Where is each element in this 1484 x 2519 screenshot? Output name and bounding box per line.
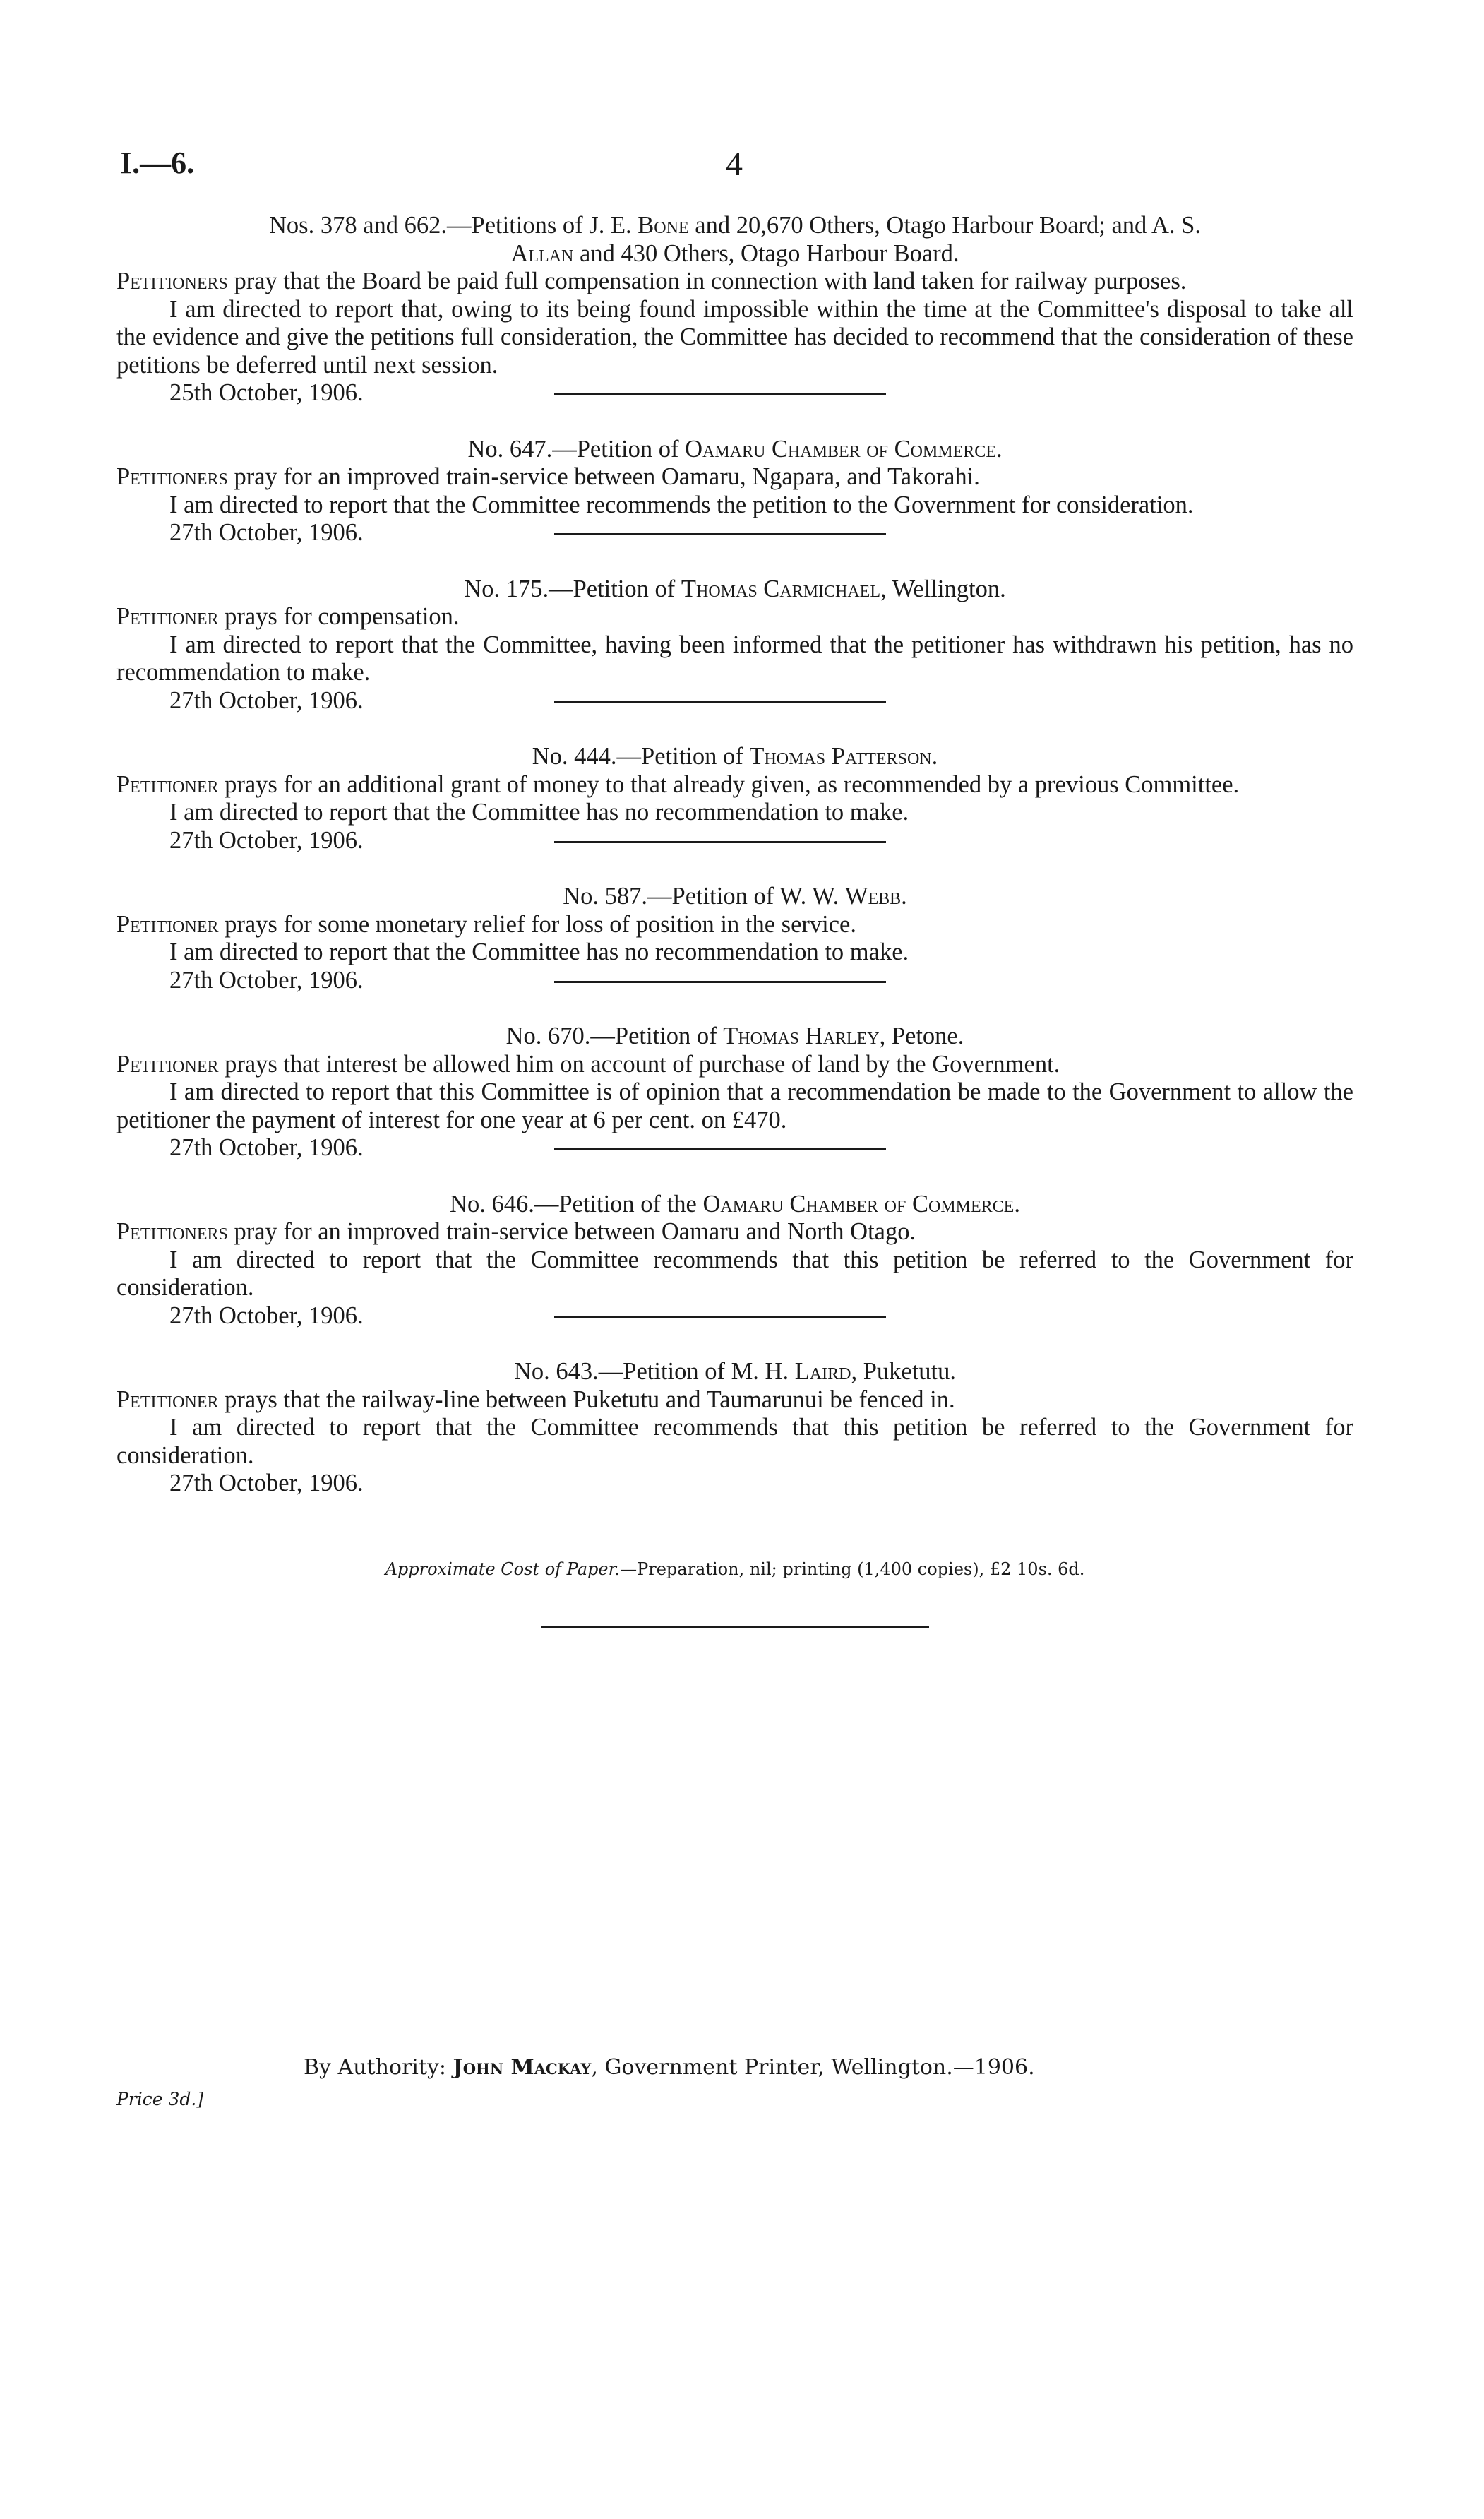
separator-rule [554,393,886,395]
petition-entry [116,576,1353,715]
separator-rule [554,1148,886,1150]
separator-rule [554,1316,886,1318]
petition-entry [116,743,1353,854]
petition-title: No. 670.—Petition of Thomas Harley, Petone. [505,1023,964,1049]
separator-rule [554,981,886,983]
petition-date: 27th October, 1906. [116,827,1353,855]
petition-prayer: Petitioners pray for an improved train-service between Oamaru and North Otago. [116,1218,916,1245]
paper-code: I.—6. [120,145,195,180]
separator-rule [554,533,886,535]
petition-report: I am directed to report that, owing to its being found impossible within the time at the Committee's disposal to take all the evidence and give the petitions full consideration, the Committee has decided to recommend that the consideration of these petitions be deferred until next session. [116,295,1353,379]
imprint-footer [116,2055,1353,2109]
petition-title: No. 587.—Petition of W. W. Webb. [563,883,907,910]
petition-entry [116,883,1353,994]
footer-rule [541,1626,929,1628]
separator-rule [554,841,886,843]
petition-date: 25th October, 1906. [116,379,1353,407]
petition-date: 27th October, 1906. [116,967,1353,995]
petition-title: No. 647.—Petition of Oamaru Chamber of Commerce. [467,435,1003,463]
petition-report: I am directed to report that the Committee has no recommendation to make. [169,939,909,965]
petition-report: I am directed to report that the Committee recommends that this petition be referred to the Government for consideration. [116,1246,1353,1301]
petition-report: I am directed to report that the Committee, having been informed that the petitioner has withdrawn his petition, has no recommendation to make. [116,631,1353,686]
petition-prayer: Petitioner prays that interest be allowed him on account of purchase of land by the Government. [116,1050,1060,1078]
petition-title: No. 643.—Petition of M. H. Laird, Puketutu. [513,1358,956,1385]
petition-entry [116,1358,1353,1498]
petition-prayer: Petitioner prays that the railway-line between Puketutu and Taumarunui be fenced in. [116,1386,955,1413]
cost-of-paper: Approximate Cost of Paper.—Preparation, nil; printing (1,400 copies), £2 10s. 6d. [385,1559,1085,1579]
page-header [113,145,1356,194]
separator-rule [554,701,886,703]
petition-report: I am directed to report that the Committee recommends that this petition be referred to the Government for consideration. [116,1414,1353,1469]
petition-title: No. 175.—Petition of Thomas Carmichael, Wellington. [464,575,1006,602]
petition-title: No. 444.—Petition of Thomas Patterson. [532,743,938,770]
page-number: 4 [726,145,743,183]
petition-date: 27th October, 1906. [169,1470,364,1496]
petition-prayer: Petitioners pray for an improved train-service between Oamaru, Ngapara, and Takorahi. [116,463,980,490]
petition-title: Nos. 378 and 662.—Petitions of J. E. Bone and 20,670 Others, Otago Harbour Board; and A. S. Allan and 430 Others, Otago Harbour Board. [269,212,1201,267]
petition-date: 27th October, 1906. [116,1302,1353,1330]
petition-date: 27th October, 1906. [116,1134,1353,1162]
petitions-list [116,212,1353,1628]
petition-report: I am directed to report that the Committee has no recommendation to make. [169,799,909,826]
petition-report: I am directed to report that this Committee is of opinion that a recommendation be made to the Government to allow the petitioner the payment of interest for one year at 6 per cent. on £470. [116,1078,1353,1133]
petition-entry [116,212,1353,407]
petition-prayer: Petitioners pray that the Board be paid full compensation in connection with land taken for railway purposes. [116,268,1187,294]
petition-prayer: Petitioner prays for an additional grant of money to that already given, as recommended by a previous Committee. [116,770,1240,798]
petition-entry [116,1191,1353,1330]
petition-prayer: Petitioner prays for compensation. [116,603,460,630]
petition-date: 27th October, 1906. [116,687,1353,715]
petition-entry [116,1023,1353,1162]
petition-title: No. 646.—Petition of the Oamaru Chamber of Commerce. [450,1190,1020,1217]
petition-report: I am directed to report that the Committee recommends the petition to the Government for consideration. [169,491,1194,518]
petition-entry [116,436,1353,547]
petition-prayer: Petitioner prays for some monetary relief for loss of position in the service. [116,910,856,938]
petition-date: 27th October, 1906. [116,519,1353,547]
price-label: Price 3d.] [116,2089,204,2109]
printer-authority: By Authority: John Mackay, Government Printer, Wellington.—1906. [304,2055,1035,2080]
